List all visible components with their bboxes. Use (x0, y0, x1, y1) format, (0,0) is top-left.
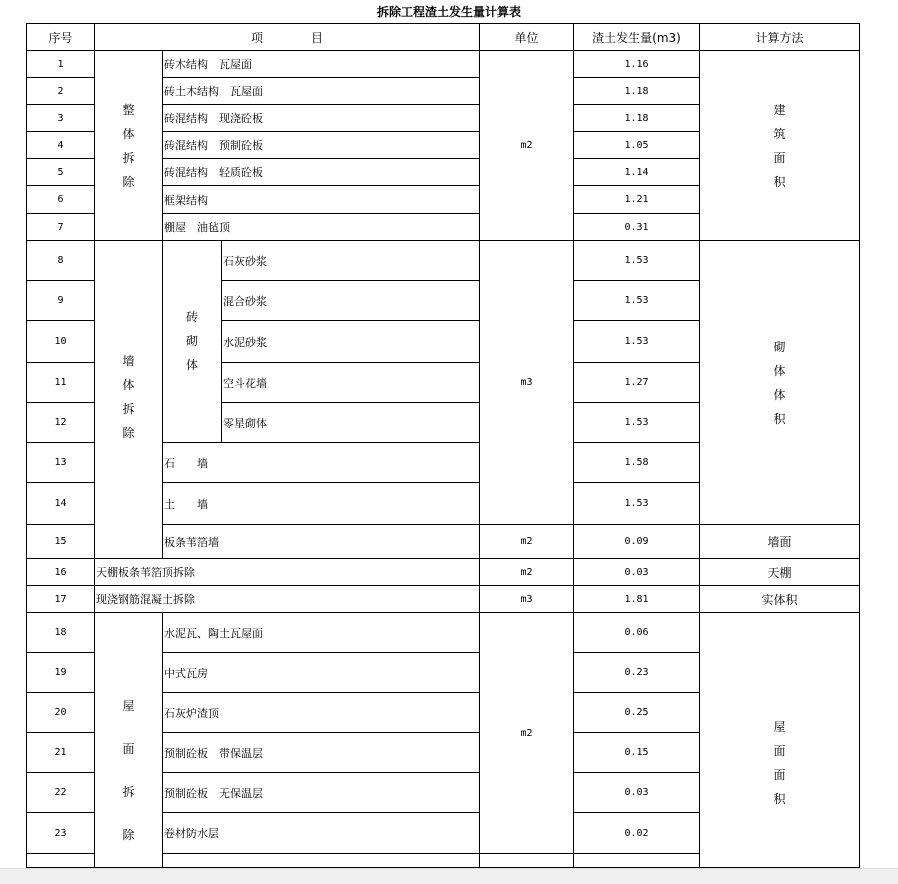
debris-calculation-table (26, 23, 860, 868)
item-label: 砖混结构 轻质砼板 (163, 159, 480, 186)
amount-cell: 0.31 (574, 214, 700, 241)
item-label: 石灰炉渣顶 (163, 693, 480, 733)
row-number: 7 (27, 214, 95, 241)
row-number: 18 (27, 613, 95, 653)
row-number: 22 (27, 773, 95, 813)
method-solid-volume: 实体积 (700, 586, 860, 613)
row-number: 3 (27, 105, 95, 132)
row-number: 15 (27, 525, 95, 559)
row-number: 14 (27, 483, 95, 525)
unit-cell: m3 (480, 241, 574, 525)
unit-cell: m2 (480, 559, 574, 586)
amount-cell: 1.18 (574, 78, 700, 105)
row-number: 17 (27, 586, 95, 613)
table-row (27, 241, 860, 281)
row-number: 10 (27, 321, 95, 363)
amount-cell: 1.53 (574, 241, 700, 281)
table-row (27, 559, 860, 586)
group-wall-label (95, 241, 163, 559)
row-number: 13 (27, 443, 95, 483)
unit-cell: m2 (480, 525, 574, 559)
item-label: 天棚板条苇箔顶拆除 (95, 559, 480, 586)
amount-cell: 1.18 (574, 105, 700, 132)
method-text: 建筑面积 (773, 102, 786, 189)
unit-cell-empty (480, 854, 574, 868)
item-label: 预制砼板 无保温层 (163, 773, 480, 813)
row-number: 9 (27, 281, 95, 321)
item-label-empty (163, 854, 480, 868)
group-whole-label (95, 51, 163, 241)
row-number: 12 (27, 403, 95, 443)
unit-cell: m2 (480, 613, 574, 854)
header-item: 项 目 (95, 24, 480, 51)
table-title: 拆除工程渣土发生量计算表 (376, 5, 521, 19)
row-number: 21 (27, 733, 95, 773)
table-row (27, 586, 860, 613)
table-row (27, 51, 860, 78)
item-label: 零星砌体 (222, 403, 480, 443)
unit-cell: m2 (480, 51, 574, 241)
group-roof-label (95, 613, 163, 868)
row-number: 2 (27, 78, 95, 105)
row-number: 20 (27, 693, 95, 733)
item-label: 现浇钢筋混凝土拆除 (95, 586, 480, 613)
item-label: 预制砼板 带保温层 (163, 733, 480, 773)
item-label: 棚屋 油毡顶 (163, 214, 480, 241)
item-label: 水泥砂浆 (222, 321, 480, 363)
item-label: 水泥瓦、陶土瓦屋面 (163, 613, 480, 653)
item-label: 砖土木结构 瓦屋面 (163, 78, 480, 105)
item-label: 石 墙 (163, 443, 480, 483)
unit-cell: m3 (480, 586, 574, 613)
window-bottom-strip (0, 868, 898, 884)
row-number-empty (27, 854, 95, 868)
item-label: 混合砂浆 (222, 281, 480, 321)
header-method: 计算方法 (700, 24, 860, 51)
group-roof-text: 屋面拆除 (122, 699, 135, 842)
amount-cell: 0.06 (574, 613, 700, 653)
item-label: 板条苇箔墙 (163, 525, 480, 559)
method-building-area (700, 51, 860, 241)
row-number: 19 (27, 653, 95, 693)
header-amount: 渣土发生量(m3) (574, 24, 700, 51)
table-row (27, 613, 860, 653)
amount-cell: 1.21 (574, 186, 700, 214)
group-brick-text: 砖砌体 (185, 310, 198, 372)
item-label: 框架结构 (163, 186, 480, 214)
amount-cell: 0.23 (574, 653, 700, 693)
amount-cell: 0.09 (574, 525, 700, 559)
method-roof-area (700, 613, 860, 868)
amount-cell: 1.14 (574, 159, 700, 186)
group-brick-label (163, 241, 222, 443)
method-ceiling: 天棚 (700, 559, 860, 586)
amount-cell: 1.53 (574, 483, 700, 525)
item-label: 卷材防水层 (163, 813, 480, 854)
method-wall-face: 墙面 (700, 525, 860, 559)
item-label: 中式瓦房 (163, 653, 480, 693)
row-number: 23 (27, 813, 95, 854)
amount-cell: 1.53 (574, 281, 700, 321)
amount-cell: 1.16 (574, 51, 700, 78)
method-text: 砌体体积 (773, 340, 786, 426)
row-number: 1 (27, 51, 95, 78)
group-whole-text: 整体拆除 (122, 102, 135, 189)
item-label: 土 墙 (163, 483, 480, 525)
amount-cell: 0.25 (574, 693, 700, 733)
header-unit: 单位 (480, 24, 574, 51)
item-label: 砖木结构 瓦屋面 (163, 51, 480, 78)
item-label: 空斗花墙 (222, 363, 480, 403)
header-seq: 序号 (27, 24, 95, 51)
amount-cell: 1.53 (574, 403, 700, 443)
amount-cell: 0.15 (574, 733, 700, 773)
row-number: 6 (27, 186, 95, 214)
amount-cell: 1.58 (574, 443, 700, 483)
row-number: 8 (27, 241, 95, 281)
row-number: 4 (27, 132, 95, 159)
amount-cell: 0.03 (574, 773, 700, 813)
method-masonry-volume (700, 241, 860, 525)
row-number: 11 (27, 363, 95, 403)
item-label: 石灰砂浆 (222, 241, 480, 281)
method-text: 屋面面积 (773, 720, 786, 806)
amount-cell: 1.27 (574, 363, 700, 403)
row-number: 16 (27, 559, 95, 586)
group-wall-text: 墙体拆除 (122, 354, 135, 440)
amount-cell: 1.81 (574, 586, 700, 613)
header-row (27, 24, 860, 51)
item-label: 砖混结构 预制砼板 (163, 132, 480, 159)
row-number: 5 (27, 159, 95, 186)
amount-cell-empty (574, 854, 700, 868)
amount-cell: 1.05 (574, 132, 700, 159)
amount-cell: 1.53 (574, 321, 700, 363)
amount-cell: 0.02 (574, 813, 700, 854)
item-label: 砖混结构 现浇砼板 (163, 105, 480, 132)
amount-cell: 0.03 (574, 559, 700, 586)
